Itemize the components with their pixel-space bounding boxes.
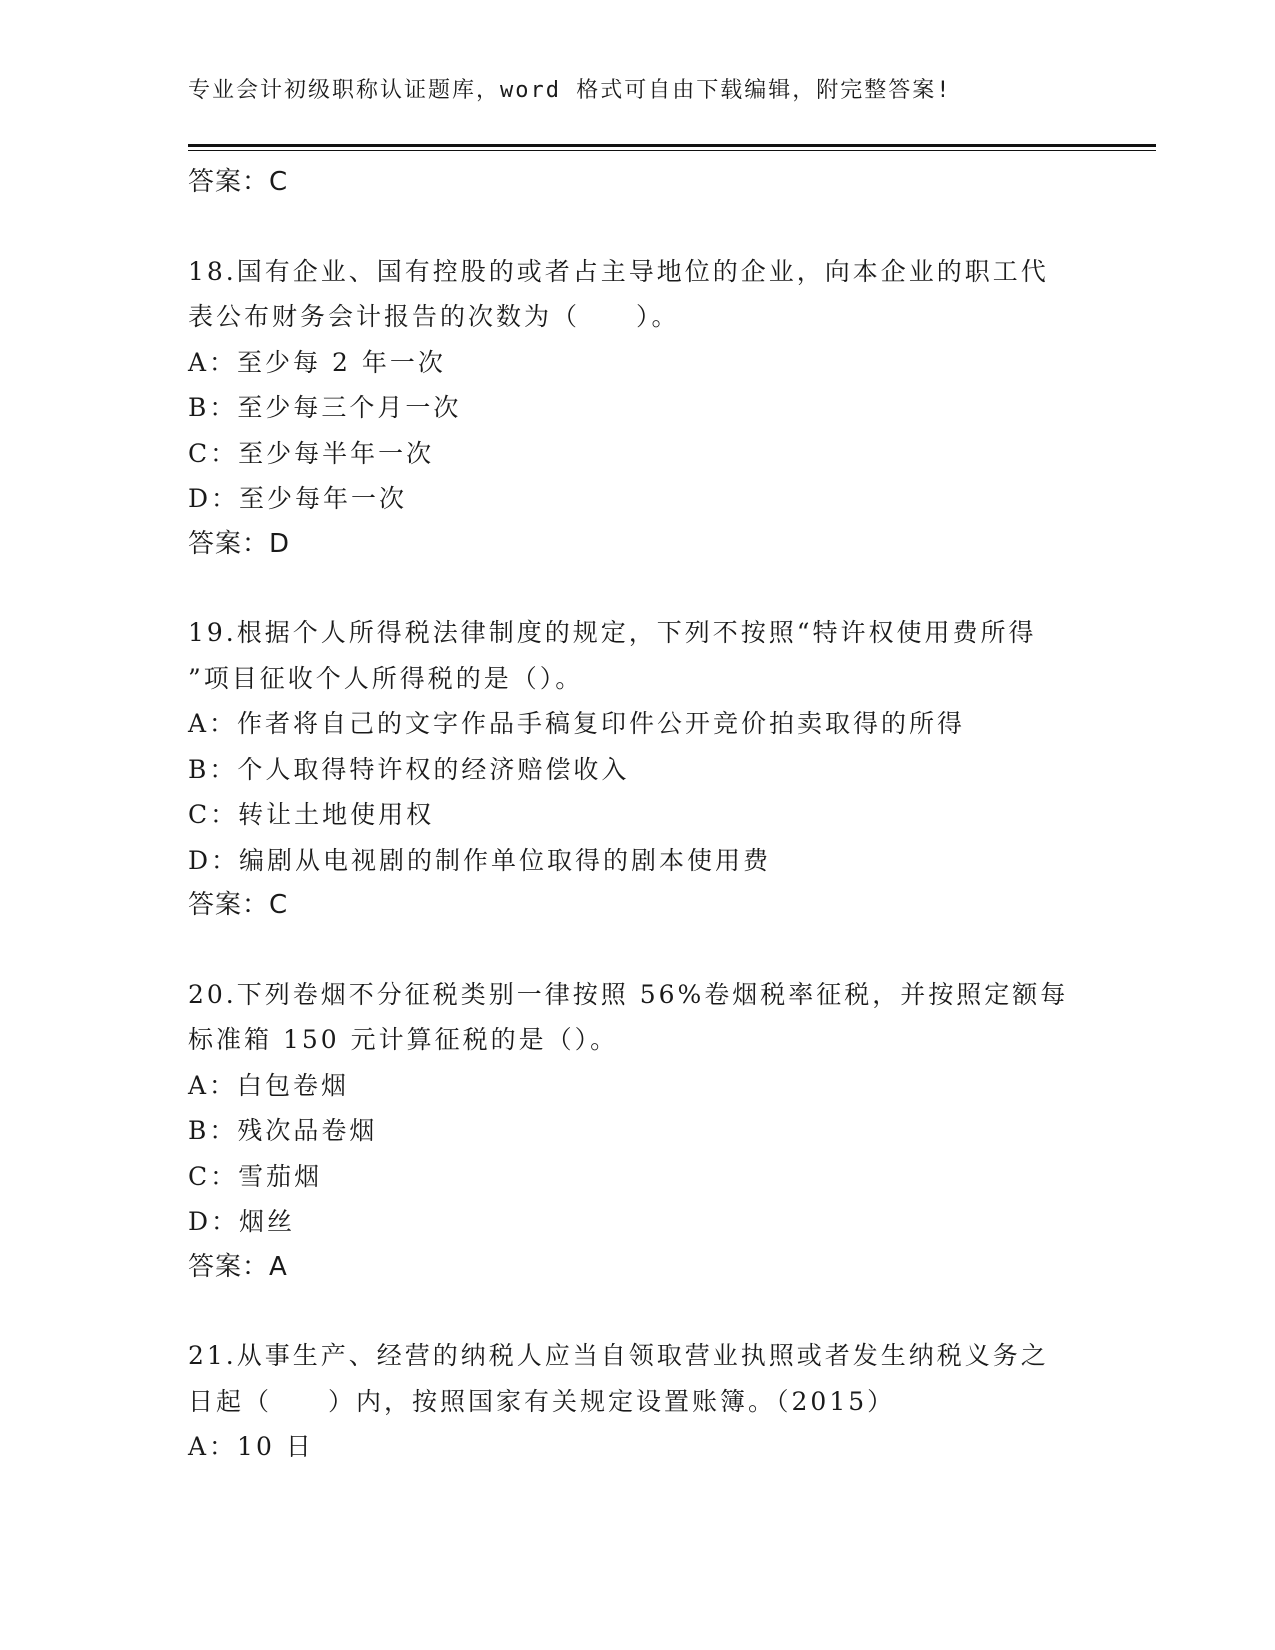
question-21	[188, 1333, 1088, 1470]
option-b: B：至少每三个月一次	[188, 393, 462, 422]
option-c: C：至少每半年一次	[188, 438, 435, 468]
option-a: A：白包卷烟	[188, 1070, 350, 1100]
previous-answer: 答案：C	[188, 167, 289, 197]
header-rule-thick	[188, 144, 1156, 147]
option-d: D：编剧从电视剧的制作单位取得的剧本使用费	[188, 845, 772, 875]
question-list	[188, 160, 1088, 1470]
option-c: C：转让土地使用权	[188, 800, 435, 829]
header-rule-thin	[188, 150, 1156, 151]
option-a: A：作者将自己的文字作品手稿复印件公开竞价拍卖取得的所得	[188, 709, 966, 738]
option-c: C：雪茄烟	[188, 1161, 323, 1191]
spacer	[188, 567, 1088, 610]
question-stem: 20.下列卷烟不分征税类别一律按照 56%卷烟税率征税，并按照定额每	[188, 979, 1069, 1009]
option-d: D：至少每年一次	[188, 484, 408, 513]
option-d: D：烟丝	[188, 1207, 296, 1236]
spacer	[188, 206, 1088, 249]
option-a: A：10 日	[188, 1432, 314, 1461]
option-b: B：残次品卷烟	[188, 1116, 378, 1145]
question-stem: 19.根据个人所得税法律制度的规定，下列不按照“特许权使用费所得	[188, 618, 1037, 647]
option-b: B：个人取得特许权的经济赔偿收入	[188, 754, 630, 784]
question-answer: 答案：A	[188, 1251, 288, 1282]
question-stem: 18.国有企业、国有控股的或者占主导地位的企业，向本企业的职工代	[188, 256, 1049, 286]
question-stem-cont: 标准箱 150 元计算征税的是（）。	[188, 1025, 619, 1054]
spacer	[188, 929, 1088, 972]
question-19	[188, 610, 1088, 929]
question-stem: 21.从事生产、经营的纳税人应当自领取营业执照或者发生纳税义务之	[188, 1341, 1049, 1370]
question-stem-cont: 日起（ ）内，按照国家有关规定设置账簿。（2015）	[188, 1386, 896, 1416]
spacer	[188, 1290, 1088, 1333]
question-stem-cont: 表公布财务会计报告的次数为（ ）。	[188, 302, 680, 331]
question-answer: 答案：D	[188, 528, 291, 559]
option-a: A：至少每 2 年一次	[188, 347, 446, 377]
page-header: 专业会计初级职称认证题库，word 格式可自由下载编辑，附完整答案!	[188, 78, 952, 103]
question-answer: 答案：C	[188, 890, 289, 920]
question-20	[188, 972, 1088, 1291]
question-18	[188, 249, 1088, 568]
question-stem-cont: ”项目征收个人所得税的是（）。	[188, 663, 584, 693]
